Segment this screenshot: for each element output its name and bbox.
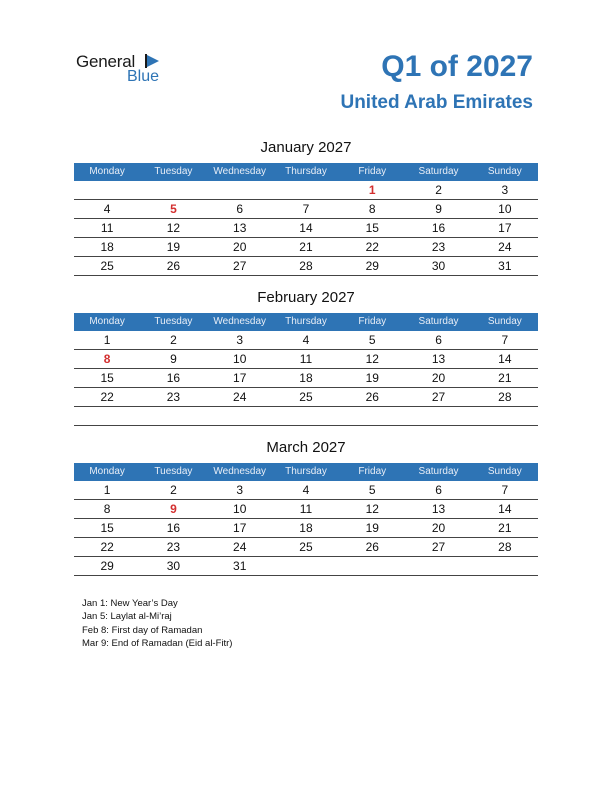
week-row (74, 519, 538, 538)
day-cell: 20 (233, 240, 247, 254)
week-row (74, 238, 538, 257)
day-cell: 7 (501, 333, 509, 347)
day-cell: 11 (299, 352, 313, 366)
day-cell (74, 181, 140, 199)
day-cell: 6 (236, 202, 244, 216)
week-row (74, 388, 538, 407)
day-cell: 10 (233, 502, 247, 516)
holiday-note: Feb 8: First day of Ramadan (82, 624, 203, 636)
day-cell: 10 (233, 352, 247, 366)
day-cell: 10 (498, 202, 512, 216)
day-cell: 6 (435, 483, 442, 497)
day-cell (273, 557, 339, 575)
day-cell: 1 (103, 483, 111, 497)
day-cell: 7 (501, 483, 509, 497)
day-cell: 27 (431, 390, 446, 404)
day-cell: 3 (236, 483, 244, 497)
day-cell (207, 407, 273, 425)
month-march (74, 439, 538, 576)
day-cell: 1 (103, 333, 111, 347)
day-cell: 29 (100, 559, 114, 573)
day-cell: 19 (365, 371, 379, 385)
week-row (74, 331, 538, 350)
day-cell: 13 (233, 221, 247, 235)
day-cell: 9 (170, 502, 177, 516)
day-cell: 18 (299, 371, 313, 385)
holiday-note: Mar 9: End of Ramadan (Eid al-Fitr) (82, 638, 233, 650)
weekday-label: Saturday (418, 166, 459, 177)
day-cell: 17 (233, 371, 247, 385)
day-cell (405, 407, 471, 425)
day-cell (472, 407, 538, 425)
day-cell: 2 (170, 333, 177, 347)
day-cell: 9 (170, 352, 177, 366)
day-cell: 16 (166, 371, 181, 385)
day-cell: 27 (233, 259, 247, 273)
day-cell: 8 (103, 352, 111, 366)
day-cell: 18 (100, 240, 114, 254)
week-row (74, 538, 538, 557)
day-cell: 11 (100, 221, 114, 235)
weekday-label: Tuesday (154, 466, 193, 477)
weekday-label: Friday (358, 466, 387, 477)
day-cell: 13 (431, 352, 446, 366)
day-cell: 22 (100, 540, 114, 554)
weekday-label: Sunday (487, 166, 522, 177)
day-cell: 14 (498, 502, 512, 516)
day-cell (339, 557, 405, 575)
day-cell: 3 (501, 183, 509, 197)
day-cell: 9 (435, 202, 442, 216)
logo-general-text: General (76, 52, 136, 71)
day-cell: 2 (435, 183, 442, 197)
day-cell: 28 (299, 259, 313, 273)
day-cell: 23 (166, 540, 181, 554)
day-cell: 20 (431, 521, 446, 535)
flag-icon (147, 55, 159, 67)
weekday-label: Thursday (285, 466, 327, 477)
day-cell: 24 (498, 240, 512, 254)
weekday-label: Saturday (418, 316, 459, 327)
day-cell: 12 (365, 352, 379, 366)
weekday-label: Wednesday (213, 166, 267, 177)
day-cell: 19 (365, 521, 379, 535)
logo-blue-text: Blue (127, 68, 160, 85)
week-row (74, 200, 538, 219)
day-cell: 21 (299, 240, 313, 254)
day-cell: 30 (431, 259, 446, 273)
day-cell: 24 (233, 540, 247, 554)
weekday-label: Thursday (285, 316, 327, 327)
day-cell: 4 (302, 333, 310, 347)
week-row (74, 350, 538, 369)
day-cell: 16 (431, 221, 446, 235)
day-cell: 14 (299, 221, 313, 235)
day-cell (273, 407, 339, 425)
weekday-label: Sunday (487, 466, 522, 477)
weekday-label: Monday (89, 166, 125, 177)
day-cell: 15 (365, 221, 379, 235)
week-row (74, 500, 538, 519)
weekday-header (74, 463, 538, 481)
day-cell: 26 (166, 259, 181, 273)
day-cell: 12 (166, 221, 181, 235)
day-cell: 4 (302, 483, 310, 497)
holiday-notes (82, 597, 232, 651)
day-cell: 8 (103, 502, 111, 516)
day-cell: 31 (498, 259, 512, 273)
day-cell: 28 (498, 390, 512, 404)
week-row (74, 219, 538, 238)
page-title: Q1 of 2027 (381, 50, 533, 83)
day-cell: 25 (100, 259, 114, 273)
weekday-label: Thursday (285, 166, 327, 177)
day-cell: 23 (431, 240, 446, 254)
month-title: January 2027 (260, 139, 352, 156)
day-cell: 2 (170, 483, 177, 497)
general-blue-logo (76, 52, 176, 88)
day-cell: 11 (299, 502, 313, 516)
weekday-label: Tuesday (154, 316, 193, 327)
day-cell: 25 (299, 540, 313, 554)
day-cell (472, 557, 538, 575)
day-cell: 31 (233, 559, 247, 573)
day-cell: 26 (365, 540, 379, 554)
day-cell: 26 (365, 390, 379, 404)
day-cell: 17 (498, 221, 512, 235)
day-cell: 15 (100, 521, 114, 535)
month-january (74, 139, 538, 276)
weekday-label: Tuesday (154, 166, 193, 177)
weekday-header (74, 313, 538, 331)
holiday-note: Jan 5: Laylat al-Mi’raj (82, 611, 172, 623)
day-cell (140, 181, 206, 199)
day-cell (405, 557, 471, 575)
day-cell: 7 (302, 202, 310, 216)
day-cell: 4 (103, 202, 111, 216)
week-row (74, 557, 538, 576)
day-cell: 24 (233, 390, 247, 404)
weekday-header (74, 163, 538, 181)
day-cell: 21 (498, 521, 512, 535)
day-cell: 30 (166, 559, 181, 573)
day-cell: 25 (299, 390, 313, 404)
month-title: March 2027 (266, 439, 346, 456)
week-row (74, 481, 538, 500)
day-cell: 22 (100, 390, 114, 404)
day-cell: 17 (233, 521, 247, 535)
day-cell: 19 (166, 240, 181, 254)
day-cell: 27 (431, 540, 446, 554)
day-cell (207, 181, 273, 199)
day-cell: 6 (435, 333, 442, 347)
day-cell: 5 (368, 483, 376, 497)
day-cell: 1 (368, 183, 376, 197)
country-subtitle: United Arab Emirates (340, 92, 533, 113)
day-cell: 23 (166, 390, 181, 404)
weekday-label: Monday (89, 316, 125, 327)
week-row (74, 181, 538, 200)
weekday-label: Saturday (418, 466, 459, 477)
day-cell: 29 (365, 259, 379, 273)
day-cell: 3 (236, 333, 244, 347)
day-cell: 14 (498, 352, 512, 366)
day-cell: 28 (498, 540, 512, 554)
weekday-label: Monday (89, 466, 125, 477)
weekday-label: Sunday (487, 316, 522, 327)
week-row (74, 407, 538, 426)
holiday-note: Jan 1: New Year’s Day (82, 598, 178, 609)
day-cell: 5 (170, 202, 177, 216)
day-cell (140, 407, 206, 425)
day-cell: 16 (166, 521, 181, 535)
day-cell: 8 (368, 202, 376, 216)
weekday-label: Wednesday (213, 316, 267, 327)
week-row (74, 369, 538, 388)
day-cell (339, 407, 405, 425)
month-february (74, 289, 538, 426)
day-cell (273, 181, 339, 199)
week-row (74, 257, 538, 276)
day-cell: 12 (365, 502, 379, 516)
day-cell: 22 (365, 240, 379, 254)
weekday-label: Friday (358, 316, 387, 327)
day-cell: 18 (299, 521, 313, 535)
day-cell: 20 (431, 371, 446, 385)
day-cell: 13 (431, 502, 446, 516)
day-cell (74, 407, 140, 425)
day-cell: 15 (100, 371, 114, 385)
day-cell: 21 (498, 371, 512, 385)
weekday-label: Wednesday (213, 466, 267, 477)
month-title: February 2027 (257, 289, 355, 306)
weekday-label: Friday (358, 166, 387, 177)
day-cell: 5 (368, 333, 376, 347)
